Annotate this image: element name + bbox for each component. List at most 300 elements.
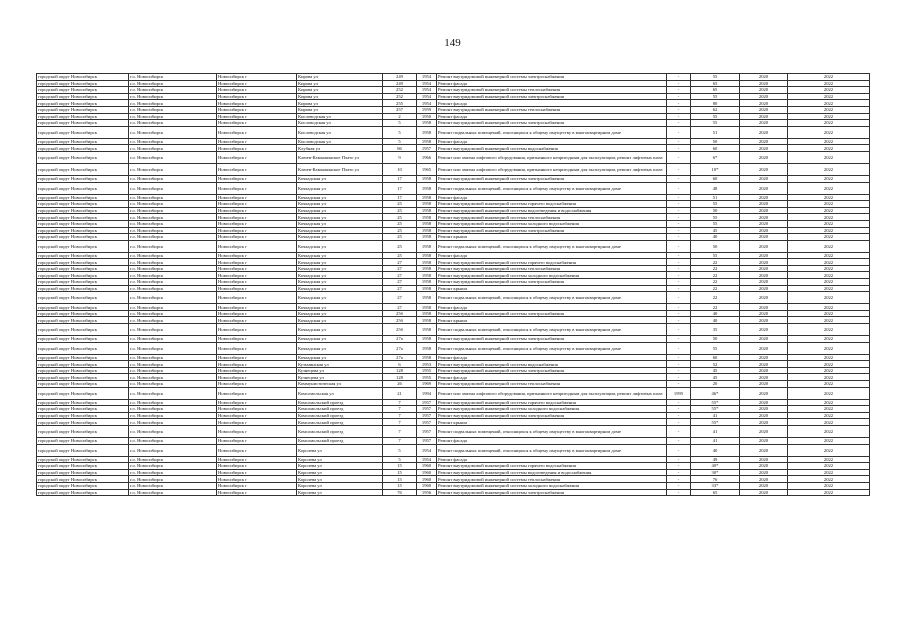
table-row <box>37 419 870 426</box>
city-cell: Новосибирск г <box>217 80 297 87</box>
table-row <box>37 482 870 489</box>
last-repair-year-cell: - <box>667 106 691 113</box>
street-cell: Клубная ул <box>297 145 383 152</box>
last-repair-year-cell: - <box>667 381 691 388</box>
city-cell: Новосибирск г <box>217 138 297 145</box>
house-number-cell: 7 <box>383 406 417 413</box>
last-repair-year-cell: - <box>667 194 691 201</box>
settlement-cell: г.о. Новосибирск <box>129 151 217 163</box>
end-year-cell: 2022 <box>788 419 870 426</box>
last-repair-year-cell: - <box>667 87 691 94</box>
end-year-cell: 2022 <box>788 106 870 113</box>
work-type-cell: Ремонт внутридомовой инженерной системы водоотведения и водоснабжения <box>437 469 667 476</box>
house-number-cell: 7 <box>383 419 417 426</box>
work-type-cell: Ремонт внутридомовой инженерной системы электроснабжения <box>437 120 667 127</box>
build-year-cell: 1958 <box>417 354 437 361</box>
table-row <box>37 259 870 266</box>
street-cell: Комсомольская ул <box>297 387 383 399</box>
table-row <box>37 227 870 234</box>
work-type-cell: Ремонт внутридомовой инженерной системы электроснабжения <box>437 412 667 419</box>
street-cell: Кочкадская ул <box>297 207 383 214</box>
table-row <box>37 304 870 311</box>
work-type-cell: Ремонт крыши <box>437 285 667 292</box>
last-repair-year-cell: - <box>667 252 691 259</box>
end-year-cell: 2022 <box>788 120 870 127</box>
settlement-cell: г.о. Новосибирск <box>129 374 217 381</box>
municipal-district-cell: городской округ Новосибирск <box>37 285 129 292</box>
last-repair-year-cell: - <box>667 444 691 456</box>
planned-cost-cell: 80 <box>691 100 740 107</box>
build-year-cell: 1958 <box>417 234 437 241</box>
street-cell: Кочкадская ул <box>297 234 383 241</box>
street-cell: Комсомольский проезд <box>297 437 383 444</box>
planned-cost-cell: 22 <box>691 285 740 292</box>
planned-cost-cell: 55* <box>691 419 740 426</box>
street-cell: Кочкадская ул <box>297 214 383 221</box>
build-year-cell: 1954 <box>417 444 437 456</box>
municipal-district-cell: городской округ Новосибирск <box>37 387 129 399</box>
start-year-cell: 2020 <box>740 145 788 152</box>
city-cell: Новосибирск г <box>217 419 297 426</box>
end-year-cell: 2022 <box>788 342 870 354</box>
start-year-cell: 2020 <box>740 259 788 266</box>
settlement-cell: г.о. Новосибирск <box>129 227 217 234</box>
municipal-district-cell: городской округ Новосибирск <box>37 476 129 483</box>
last-repair-year-cell: - <box>667 324 691 336</box>
table-row <box>37 182 870 194</box>
table-row <box>37 74 870 81</box>
build-year-cell: 1958 <box>417 292 437 304</box>
settlement-cell: г.о. Новосибирск <box>129 425 217 437</box>
start-year-cell: 2020 <box>740 163 788 175</box>
work-type-cell: Ремонт внутридомовой инженерной системы электроснабжения <box>437 175 667 182</box>
house-number-cell: 252 <box>383 87 417 94</box>
settlement-cell: г.о. Новосибирск <box>129 93 217 100</box>
street-cell: Кирова ул <box>297 106 383 113</box>
build-year-cell: 1958 <box>417 310 437 317</box>
settlement-cell: г.о. Новосибирск <box>129 207 217 214</box>
end-year-cell: 2022 <box>788 93 870 100</box>
city-cell: Новосибирск г <box>217 272 297 279</box>
house-number-cell: 17 <box>383 175 417 182</box>
house-number-cell: 5 <box>383 444 417 456</box>
municipal-district-cell: городской округ Новосибирск <box>37 175 129 182</box>
planned-cost-cell: 30* <box>691 469 740 476</box>
end-year-cell: 2022 <box>788 201 870 208</box>
start-year-cell: 2020 <box>740 381 788 388</box>
last-repair-year-cell: - <box>667 342 691 354</box>
street-cell: Кочкадская ул <box>297 354 383 361</box>
street-cell: Кочкадская ул <box>297 227 383 234</box>
planned-cost-cell: 50 <box>691 207 740 214</box>
street-cell: Кирова ул <box>297 87 383 94</box>
work-type-cell: Ремонт фасада <box>437 354 667 361</box>
city-cell: Новосибирск г <box>217 113 297 120</box>
last-repair-year-cell: - <box>667 126 691 138</box>
last-repair-year-cell: - <box>667 469 691 476</box>
end-year-cell: 2022 <box>788 265 870 272</box>
last-repair-year-cell: - <box>667 285 691 292</box>
street-cell: Королева ул <box>297 482 383 489</box>
municipal-district-cell: городской округ Новосибирск <box>37 220 129 227</box>
planned-cost-cell: 55* <box>691 406 740 413</box>
build-year-cell: 1994 <box>417 387 437 399</box>
municipal-district-cell: городской округ Новосибирск <box>37 234 129 241</box>
planned-cost-cell: 45 <box>691 374 740 381</box>
last-repair-year-cell: - <box>667 374 691 381</box>
end-year-cell: 2022 <box>788 304 870 311</box>
start-year-cell: 2020 <box>740 227 788 234</box>
start-year-cell: 2020 <box>740 207 788 214</box>
start-year-cell: 2020 <box>740 252 788 259</box>
city-cell: Новосибирск г <box>217 437 297 444</box>
work-type-cell: Ремонт фасада <box>437 80 667 87</box>
municipal-district-cell: городской округ Новосибирск <box>37 163 129 175</box>
settlement-cell: г.о. Новосибирск <box>129 463 217 470</box>
table-row <box>37 469 870 476</box>
house-number-cell: 15 <box>383 476 417 483</box>
street-cell: Кочкадская ул <box>297 292 383 304</box>
planned-cost-cell: 52 <box>691 361 740 368</box>
table-row <box>37 292 870 304</box>
table-row <box>37 336 870 343</box>
work-type-cell: Ремонт фасада <box>437 456 667 463</box>
municipal-district-cell: городской округ Новосибирск <box>37 194 129 201</box>
house-number-cell: 27 <box>383 259 417 266</box>
work-type-cell: Ремонт фасада <box>437 100 667 107</box>
start-year-cell: 2020 <box>740 182 788 194</box>
last-repair-year-cell: - <box>667 489 691 496</box>
end-year-cell: 2022 <box>788 182 870 194</box>
table-row <box>37 361 870 368</box>
work-type-cell: Ремонт крыши <box>437 317 667 324</box>
street-cell: Кочкадская ул <box>297 279 383 286</box>
house-number-cell: 128 <box>383 367 417 374</box>
planned-cost-cell: 65 <box>691 80 740 87</box>
table-row <box>37 175 870 182</box>
end-year-cell: 2022 <box>788 138 870 145</box>
last-repair-year-cell: - <box>667 304 691 311</box>
settlement-cell: г.о. Новосибирск <box>129 469 217 476</box>
street-cell: Кочкадская ул <box>297 310 383 317</box>
table-row <box>37 113 870 120</box>
city-cell: Новосибирск г <box>217 106 297 113</box>
table-row <box>37 201 870 208</box>
house-number-cell: 128 <box>383 374 417 381</box>
end-year-cell: 2022 <box>788 456 870 463</box>
end-year-cell: 2022 <box>788 425 870 437</box>
house-number-cell: 26 <box>383 381 417 388</box>
last-repair-year-cell: - <box>667 406 691 413</box>
street-cell: Кирова ул <box>297 100 383 107</box>
work-type-cell: Ремонт подвальных помещений, относящихся к общему имуществу в многоквартирном доме <box>437 182 667 194</box>
table-row <box>37 138 870 145</box>
house-number-cell: 76 <box>383 489 417 496</box>
planned-cost-cell: 10* <box>691 163 740 175</box>
planned-cost-cell: 33* <box>691 482 740 489</box>
end-year-cell: 2022 <box>788 482 870 489</box>
start-year-cell: 2020 <box>740 342 788 354</box>
city-cell: Новосибирск г <box>217 406 297 413</box>
build-year-cell: 1958 <box>417 279 437 286</box>
end-year-cell: 2022 <box>788 259 870 266</box>
work-type-cell: Ремонт внутридомовой инженерной системы электроснабжения <box>437 310 667 317</box>
municipal-district-cell: городской округ Новосибирск <box>37 80 129 87</box>
settlement-cell: г.о. Новосибирск <box>129 74 217 81</box>
work-type-cell: Ремонт или замена лифтового оборудования, признанного непригодным для эксплуатации, ремонт лифтовых шахт <box>437 387 667 399</box>
house-number-cell: 15 <box>383 482 417 489</box>
street-cell: Королева ул <box>297 489 383 496</box>
last-repair-year-cell: - <box>667 234 691 241</box>
table-row <box>37 272 870 279</box>
work-type-cell: Ремонт фасада <box>437 138 667 145</box>
planned-cost-cell: 40 <box>691 310 740 317</box>
house-number-cell: 5 <box>383 120 417 127</box>
planned-cost-cell: 55 <box>691 74 740 81</box>
build-year-cell: 1958 <box>417 220 437 227</box>
start-year-cell: 2020 <box>740 100 788 107</box>
city-cell: Новосибирск г <box>217 151 297 163</box>
street-cell: Королева ул <box>297 476 383 483</box>
municipal-district-cell: городской округ Новосибирск <box>37 469 129 476</box>
end-year-cell: 2022 <box>788 87 870 94</box>
start-year-cell: 2020 <box>740 310 788 317</box>
settlement-cell: г.о. Новосибирск <box>129 214 217 221</box>
table-row <box>37 381 870 388</box>
street-cell: Кисловодская ул <box>297 120 383 127</box>
table-row <box>37 476 870 483</box>
street-cell: Кочкадская ул <box>297 342 383 354</box>
start-year-cell: 2020 <box>740 74 788 81</box>
city-cell: Новосибирск г <box>217 310 297 317</box>
start-year-cell: 2020 <box>740 285 788 292</box>
work-type-cell: Ремонт подвальных помещений, относящихся к общему имуществу в многоквартирном доме <box>437 126 667 138</box>
planned-cost-cell: 55 <box>691 220 740 227</box>
build-year-cell: 1958 <box>417 265 437 272</box>
build-year-cell: 1958 <box>417 336 437 343</box>
end-year-cell: 2022 <box>788 163 870 175</box>
city-cell: Новосибирск г <box>217 145 297 152</box>
street-cell: Кочкадская ул <box>297 324 383 336</box>
settlement-cell: г.о. Новосибирск <box>129 87 217 94</box>
city-cell: Новосибирск г <box>217 194 297 201</box>
planned-cost-cell: 51 <box>691 126 740 138</box>
municipal-district-cell: городской округ Новосибирск <box>37 100 129 107</box>
build-year-cell: 1958 <box>417 194 437 201</box>
city-cell: Новосибирск г <box>217 214 297 221</box>
work-type-cell: Ремонт внутридомовой инженерной системы водоснабжения <box>437 361 667 368</box>
settlement-cell: г.о. Новосибирск <box>129 456 217 463</box>
municipal-district-cell: городской округ Новосибирск <box>37 252 129 259</box>
last-repair-year-cell: - <box>667 240 691 252</box>
end-year-cell: 2022 <box>788 469 870 476</box>
settlement-cell: г.о. Новосибирск <box>129 80 217 87</box>
settlement-cell: г.о. Новосибирск <box>129 259 217 266</box>
build-year-cell: 1958 <box>417 272 437 279</box>
street-cell: Комсомольский проезд <box>297 412 383 419</box>
city-cell: Новосибирск г <box>217 240 297 252</box>
settlement-cell: г.о. Новосибирск <box>129 361 217 368</box>
build-year-cell: 1965 <box>417 163 437 175</box>
house-number-cell: 25б <box>383 324 417 336</box>
house-number-cell: 27 <box>383 265 417 272</box>
start-year-cell: 2020 <box>740 437 788 444</box>
work-type-cell: Ремонт внутридомовой инженерной системы теплоснабжения <box>437 106 667 113</box>
street-cell: Кочкадская ул <box>297 259 383 266</box>
last-repair-year-cell: - <box>667 367 691 374</box>
start-year-cell: 2020 <box>740 374 788 381</box>
settlement-cell: г.о. Новосибирск <box>129 489 217 496</box>
planned-cost-cell: 20 <box>691 381 740 388</box>
house-number-cell: 7 <box>383 425 417 437</box>
start-year-cell: 2020 <box>740 240 788 252</box>
settlement-cell: г.о. Новосибирск <box>129 310 217 317</box>
build-year-cell: 1958 <box>417 138 437 145</box>
street-cell: Кочкадская ул <box>297 201 383 208</box>
end-year-cell: 2022 <box>788 412 870 419</box>
street-cell: Кирова ул <box>297 93 383 100</box>
house-number-cell: 249 <box>383 74 417 81</box>
city-cell: Новосибирск г <box>217 425 297 437</box>
work-type-cell: Ремонт подвальных помещений, относящихся к общему имуществу в многоквартирном доме <box>437 342 667 354</box>
start-year-cell: 2020 <box>740 387 788 399</box>
build-year-cell: 1958 <box>417 324 437 336</box>
street-cell: Королева ул <box>297 456 383 463</box>
city-cell: Новосибирск г <box>217 317 297 324</box>
last-repair-year-cell: - <box>667 259 691 266</box>
settlement-cell: г.о. Новосибирск <box>129 324 217 336</box>
settlement-cell: г.о. Новосибирск <box>129 201 217 208</box>
table-row <box>37 126 870 138</box>
start-year-cell: 2020 <box>740 367 788 374</box>
house-number-cell: 7 <box>383 399 417 406</box>
build-year-cell: 1954 <box>417 100 437 107</box>
end-year-cell: 2022 <box>788 292 870 304</box>
house-number-cell: 10 <box>383 163 417 175</box>
table-row <box>37 285 870 292</box>
table-row <box>37 194 870 201</box>
end-year-cell: 2022 <box>788 175 870 182</box>
last-repair-year-cell: - <box>667 120 691 127</box>
start-year-cell: 2020 <box>740 220 788 227</box>
street-cell: Кочкадская ул <box>297 304 383 311</box>
repair-program-table <box>36 73 870 496</box>
start-year-cell: 2020 <box>740 419 788 426</box>
start-year-cell: 2020 <box>740 194 788 201</box>
start-year-cell: 2020 <box>740 234 788 241</box>
table-row <box>37 252 870 259</box>
end-year-cell: 2022 <box>788 387 870 399</box>
work-type-cell: Ремонт внутридомовой инженерной системы теплоснабжения <box>437 87 667 94</box>
city-cell: Новосибирск г <box>217 342 297 354</box>
settlement-cell: г.о. Новосибирск <box>129 279 217 286</box>
last-repair-year-cell: - <box>667 182 691 194</box>
house-number-cell: 5 <box>383 138 417 145</box>
settlement-cell: г.о. Новосибирск <box>129 482 217 489</box>
street-cell: Кисловодская ул <box>297 126 383 138</box>
start-year-cell: 2020 <box>740 317 788 324</box>
settlement-cell: г.о. Новосибирск <box>129 234 217 241</box>
municipal-district-cell: городской округ Новосибирск <box>37 214 129 221</box>
start-year-cell: 2020 <box>740 469 788 476</box>
street-cell: Кузнецова ул <box>297 374 383 381</box>
municipal-district-cell: городской округ Новосибирск <box>37 361 129 368</box>
work-type-cell: Ремонт или замена лифтового оборудования, признанного непригодным для эксплуатации, ремонт лифтовых шахт <box>437 163 667 175</box>
start-year-cell: 2020 <box>740 304 788 311</box>
planned-cost-cell: 40 <box>691 444 740 456</box>
work-type-cell: Ремонт фасада <box>437 194 667 201</box>
build-year-cell: 1969 <box>417 381 437 388</box>
last-repair-year-cell: - <box>667 138 691 145</box>
street-cell: Кочкадская ул <box>297 240 383 252</box>
build-year-cell: 1958 <box>417 126 437 138</box>
table-row <box>37 265 870 272</box>
settlement-cell: г.о. Новосибирск <box>129 381 217 388</box>
city-cell: Новосибирск г <box>217 93 297 100</box>
last-repair-year-cell: - <box>667 482 691 489</box>
planned-cost-cell: 65 <box>691 87 740 94</box>
street-cell: Клюев-Камышинское Плато ул <box>297 151 383 163</box>
planned-cost-cell: 22 <box>691 304 740 311</box>
settlement-cell: г.о. Новосибирск <box>129 265 217 272</box>
table-row <box>37 437 870 444</box>
table-row <box>37 106 870 113</box>
municipal-district-cell: городской округ Новосибирск <box>37 106 129 113</box>
start-year-cell: 2020 <box>740 80 788 87</box>
planned-cost-cell: 40 <box>691 317 740 324</box>
end-year-cell: 2022 <box>788 476 870 483</box>
table-row <box>37 214 870 221</box>
start-year-cell: 2020 <box>740 292 788 304</box>
table-row <box>37 354 870 361</box>
city-cell: Новосибирск г <box>217 336 297 343</box>
end-year-cell: 2022 <box>788 145 870 152</box>
municipal-district-cell: городской округ Новосибирск <box>37 336 129 343</box>
street-cell: Кочкадская ул <box>297 182 383 194</box>
city-cell: Новосибирск г <box>217 252 297 259</box>
settlement-cell: г.о. Новосибирск <box>129 317 217 324</box>
municipal-district-cell: городской округ Новосибирск <box>37 374 129 381</box>
street-cell: Кирова ул <box>297 74 383 81</box>
work-type-cell: Ремонт подвальных помещений, относящихся к общему имуществу в многоквартирном доме <box>437 444 667 456</box>
house-number-cell: 255 <box>383 100 417 107</box>
start-year-cell: 2020 <box>740 93 788 100</box>
planned-cost-cell: 41 <box>691 437 740 444</box>
city-cell: Новосибирск г <box>217 412 297 419</box>
table-row <box>37 399 870 406</box>
page-number: 149 <box>444 37 461 49</box>
start-year-cell: 2020 <box>740 120 788 127</box>
work-type-cell: Ремонт подвальных помещений, относящихся к общему имуществу в многоквартирном доме <box>437 324 667 336</box>
settlement-cell: г.о. Новосибирск <box>129 163 217 175</box>
table-row <box>37 87 870 94</box>
planned-cost-cell: 41 <box>691 425 740 437</box>
street-cell: Комсомольский проезд <box>297 425 383 437</box>
end-year-cell: 2022 <box>788 437 870 444</box>
street-cell: Кочкадская ул <box>297 272 383 279</box>
end-year-cell: 2022 <box>788 399 870 406</box>
house-number-cell: 5 <box>383 126 417 138</box>
start-year-cell: 2020 <box>740 489 788 496</box>
last-repair-year-cell: - <box>667 93 691 100</box>
build-year-cell: 1954 <box>417 80 437 87</box>
end-year-cell: 2022 <box>788 252 870 259</box>
end-year-cell: 2022 <box>788 126 870 138</box>
street-cell: Кузьминская ул <box>297 361 383 368</box>
municipal-district-cell: городской округ Новосибирск <box>37 381 129 388</box>
table-row <box>37 163 870 175</box>
settlement-cell: г.о. Новосибирск <box>129 292 217 304</box>
